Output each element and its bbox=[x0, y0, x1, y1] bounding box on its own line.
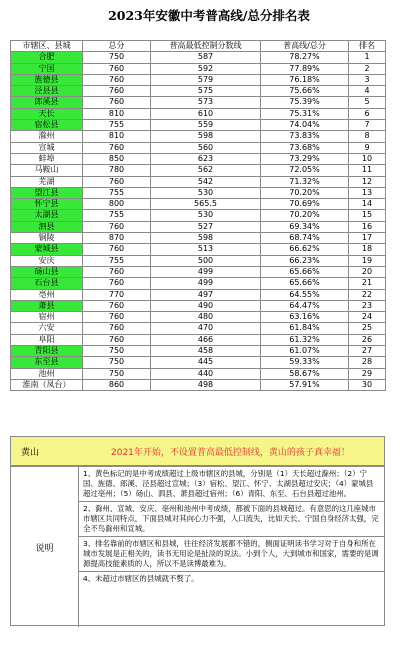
cell-total: 760 bbox=[83, 86, 151, 97]
cell-rank: 27 bbox=[349, 346, 386, 357]
table-row bbox=[11, 176, 386, 187]
table-row bbox=[11, 97, 386, 108]
cell-rank: 15 bbox=[349, 210, 386, 221]
cell-total: 770 bbox=[83, 289, 151, 300]
table-row bbox=[11, 131, 386, 142]
ranking-table bbox=[10, 40, 386, 391]
table-row bbox=[11, 278, 386, 289]
cell-ratio: 64.55% bbox=[261, 289, 349, 300]
cell-rank: 14 bbox=[349, 199, 386, 210]
cell-min-line: 560 bbox=[151, 142, 261, 153]
cell-min-line: 440 bbox=[151, 368, 261, 379]
cell-ratio: 71.32% bbox=[261, 176, 349, 187]
cell-ratio: 66.23% bbox=[261, 255, 349, 266]
table-row bbox=[11, 334, 386, 345]
cell-district: 砀山县 bbox=[11, 266, 83, 277]
cell-ratio: 70.20% bbox=[261, 210, 349, 221]
cell-district: 蚌埠 bbox=[11, 153, 83, 164]
cell-district: 望江县 bbox=[11, 187, 83, 198]
cell-district: 泗县 bbox=[11, 221, 83, 232]
cell-min-line: 562 bbox=[151, 165, 261, 176]
cell-ratio: 72.05% bbox=[261, 165, 349, 176]
cell-min-line: 480 bbox=[151, 312, 261, 323]
cell-min-line: 573 bbox=[151, 97, 261, 108]
cell-ratio: 70.69% bbox=[261, 199, 349, 210]
cell-total: 760 bbox=[83, 142, 151, 153]
cell-min-line: 530 bbox=[151, 210, 261, 221]
huangshan-text: 2021年开始，不设置普高最低控制线，黄山的孩子真幸福！ bbox=[111, 448, 350, 458]
table-row bbox=[11, 187, 386, 198]
cell-ratio: 59.33% bbox=[261, 357, 349, 368]
header-rank: 排名 bbox=[349, 41, 386, 52]
notes-section bbox=[10, 466, 385, 626]
cell-rank: 7 bbox=[349, 120, 386, 131]
cell-rank: 19 bbox=[349, 255, 386, 266]
cell-total: 810 bbox=[83, 108, 151, 119]
table-row bbox=[11, 323, 386, 334]
cell-total: 750 bbox=[83, 357, 151, 368]
cell-rank: 11 bbox=[349, 165, 386, 176]
cell-district: 安庆 bbox=[11, 255, 83, 266]
cell-min-line: 530 bbox=[151, 187, 261, 198]
cell-min-line: 500 bbox=[151, 255, 261, 266]
table-row bbox=[11, 108, 386, 119]
cell-total: 760 bbox=[83, 266, 151, 277]
table-row bbox=[11, 379, 386, 390]
cell-rank: 20 bbox=[349, 266, 386, 277]
cell-rank: 23 bbox=[349, 300, 386, 311]
cell-district: 青阳县 bbox=[11, 346, 83, 357]
cell-district: 滁州 bbox=[11, 131, 83, 142]
cell-min-line: 575 bbox=[151, 86, 261, 97]
cell-ratio: 69.34% bbox=[261, 221, 349, 232]
cell-ratio: 58.67% bbox=[261, 368, 349, 379]
cell-ratio: 76.18% bbox=[261, 74, 349, 85]
cell-rank: 18 bbox=[349, 244, 386, 255]
cell-district: 亳州 bbox=[11, 289, 83, 300]
table-row bbox=[11, 368, 386, 379]
cell-total: 755 bbox=[83, 255, 151, 266]
table-row bbox=[11, 300, 386, 311]
cell-total: 760 bbox=[83, 244, 151, 255]
cell-total: 780 bbox=[83, 165, 151, 176]
cell-total: 860 bbox=[83, 379, 151, 390]
cell-total: 760 bbox=[83, 312, 151, 323]
table-row bbox=[11, 233, 386, 244]
cell-district: 宣城 bbox=[11, 142, 83, 153]
cell-total: 800 bbox=[83, 199, 151, 210]
cell-min-line: 559 bbox=[151, 120, 261, 131]
cell-ratio: 74.04% bbox=[261, 120, 349, 131]
cell-district: 旌德县 bbox=[11, 74, 83, 85]
cell-min-line: 458 bbox=[151, 346, 261, 357]
cell-min-line: 466 bbox=[151, 334, 261, 345]
cell-ratio: 65.66% bbox=[261, 278, 349, 289]
cell-district: 淮南（凤台） bbox=[11, 379, 83, 390]
cell-rank: 24 bbox=[349, 312, 386, 323]
huangshan-row bbox=[10, 436, 385, 466]
cell-district: 郎溪县 bbox=[11, 97, 83, 108]
cell-rank: 3 bbox=[349, 74, 386, 85]
table-row bbox=[11, 255, 386, 266]
cell-ratio: 73.29% bbox=[261, 153, 349, 164]
cell-rank: 21 bbox=[349, 278, 386, 289]
cell-total: 760 bbox=[83, 300, 151, 311]
cell-ratio: 57.91% bbox=[261, 379, 349, 390]
cell-min-line: 579 bbox=[151, 74, 261, 85]
table-row bbox=[11, 74, 386, 85]
cell-total: 750 bbox=[83, 52, 151, 63]
cell-district: 铜陵 bbox=[11, 233, 83, 244]
cell-district: 石台县 bbox=[11, 278, 83, 289]
table-row bbox=[11, 165, 386, 176]
cell-ratio: 66.62% bbox=[261, 244, 349, 255]
cell-total: 755 bbox=[83, 120, 151, 131]
cell-min-line: 490 bbox=[151, 300, 261, 311]
cell-district: 怀宁县 bbox=[11, 199, 83, 210]
cell-min-line: 542 bbox=[151, 176, 261, 187]
cell-min-line: 598 bbox=[151, 131, 261, 142]
note-item: 3、排名靠前的市辖区和县城，往往经济发展都不错的，侧面证明读书学习对于自身和所在城市发展是正相关的，读书无用论是扯淡的说法。小到个人，大到城市和国家，需要的是调源提高技能素质的人，所以不是读博最难为。 bbox=[79, 537, 384, 572]
table-row bbox=[11, 266, 386, 277]
cell-rank: 1 bbox=[349, 52, 386, 63]
cell-district: 宿州 bbox=[11, 312, 83, 323]
cell-district: 宿松县 bbox=[11, 120, 83, 131]
cell-min-line: 598 bbox=[151, 233, 261, 244]
cell-district: 宁国 bbox=[11, 63, 83, 74]
cell-district: 阜阳 bbox=[11, 334, 83, 345]
cell-rank: 6 bbox=[349, 108, 386, 119]
table-row bbox=[11, 289, 386, 300]
cell-total: 760 bbox=[83, 176, 151, 187]
table-row bbox=[11, 221, 386, 232]
cell-rank: 8 bbox=[349, 131, 386, 142]
cell-total: 760 bbox=[83, 334, 151, 345]
cell-min-line: 499 bbox=[151, 278, 261, 289]
notes-label: 说明 bbox=[11, 467, 79, 627]
cell-rank: 17 bbox=[349, 233, 386, 244]
cell-min-line: 513 bbox=[151, 244, 261, 255]
table-row bbox=[11, 142, 386, 153]
table-row bbox=[11, 63, 386, 74]
cell-ratio: 78.27% bbox=[261, 52, 349, 63]
cell-district: 池州 bbox=[11, 368, 83, 379]
table-row bbox=[11, 244, 386, 255]
table-row bbox=[11, 357, 386, 368]
notes-items bbox=[79, 467, 384, 586]
cell-total: 850 bbox=[83, 153, 151, 164]
cell-ratio: 65.66% bbox=[261, 266, 349, 277]
cell-district: 太湖县 bbox=[11, 210, 83, 221]
cell-min-line: 499 bbox=[151, 266, 261, 277]
cell-min-line: 565.5 bbox=[151, 199, 261, 210]
cell-total: 750 bbox=[83, 368, 151, 379]
cell-ratio: 61.84% bbox=[261, 323, 349, 334]
table-row bbox=[11, 153, 386, 164]
cell-district: 泾县县 bbox=[11, 86, 83, 97]
cell-district: 蒙城县 bbox=[11, 244, 83, 255]
note-item: 4、未超过市辖区的县城就不赘了。 bbox=[83, 574, 199, 583]
cell-total: 755 bbox=[83, 210, 151, 221]
cell-rank: 25 bbox=[349, 323, 386, 334]
cell-min-line: 445 bbox=[151, 357, 261, 368]
cell-ratio: 75.39% bbox=[261, 97, 349, 108]
cell-total: 870 bbox=[83, 233, 151, 244]
header-min-line: 普高最低控制分数线 bbox=[151, 41, 261, 52]
cell-district: 天长 bbox=[11, 108, 83, 119]
cell-total: 760 bbox=[83, 63, 151, 74]
cell-ratio: 70.20% bbox=[261, 187, 349, 198]
table-row bbox=[11, 52, 386, 63]
cell-rank: 4 bbox=[349, 86, 386, 97]
cell-min-line: 470 bbox=[151, 323, 261, 334]
table-row bbox=[11, 199, 386, 210]
cell-min-line: 610 bbox=[151, 108, 261, 119]
cell-min-line: 527 bbox=[151, 221, 261, 232]
header-ratio: 普高线/总分 bbox=[261, 41, 349, 52]
cell-total: 760 bbox=[83, 221, 151, 232]
cell-ratio: 61.32% bbox=[261, 334, 349, 345]
cell-total: 760 bbox=[83, 278, 151, 289]
table-row bbox=[11, 210, 386, 221]
cell-district: 合肥 bbox=[11, 52, 83, 63]
huangshan-label: 黄山 bbox=[21, 448, 40, 458]
cell-district: 芜湖 bbox=[11, 176, 83, 187]
cell-rank: 10 bbox=[349, 153, 386, 164]
cell-ratio: 64.47% bbox=[261, 300, 349, 311]
cell-ratio: 61.07% bbox=[261, 346, 349, 357]
header-district: 市辖区、县城 bbox=[11, 41, 83, 52]
cell-total: 760 bbox=[83, 97, 151, 108]
cell-rank: 29 bbox=[349, 368, 386, 379]
table-row bbox=[11, 120, 386, 131]
cell-ratio: 73.83% bbox=[261, 131, 349, 142]
cell-district: 六安 bbox=[11, 323, 83, 334]
cell-min-line: 592 bbox=[151, 63, 261, 74]
cell-total: 810 bbox=[83, 131, 151, 142]
table-header-row bbox=[11, 41, 386, 52]
cell-rank: 28 bbox=[349, 357, 386, 368]
cell-rank: 9 bbox=[349, 142, 386, 153]
page-title: 2023年安徽中考普高线/总分排名表 bbox=[108, 8, 310, 23]
header-total: 总分 bbox=[83, 41, 151, 52]
table-row bbox=[11, 346, 386, 357]
cell-min-line: 587 bbox=[151, 52, 261, 63]
table-row bbox=[11, 312, 386, 323]
cell-rank: 16 bbox=[349, 221, 386, 232]
cell-ratio: 68.74% bbox=[261, 233, 349, 244]
cell-district: 东至县 bbox=[11, 357, 83, 368]
cell-rank: 26 bbox=[349, 334, 386, 345]
cell-min-line: 497 bbox=[151, 289, 261, 300]
note-item: 2、滁州、宣城、安庆、亳州和池州中考成绩，都被下面的县城超过。有意思的这几座城市市辖区共同特点，下面县城对其向心力不强，人口流失，比如天长、宁国自身经济太强，完全不鸟滁州和宣城。 bbox=[79, 502, 384, 537]
cell-ratio: 63.16% bbox=[261, 312, 349, 323]
note-item: 1、黄色标记的是中考成绩超过上级市辖区的县城，分别是（1）天长超过滁州；（2）宁国、旌德、郎溪、泾县超过宣城；（3）宿松、望江、怀宁、太湖县超过安庆；（4）蒙城县超过亳州；（5）砀山、泗县、萧县超过宿州；（6）青阳、东至、石台县超过池州。 bbox=[79, 467, 384, 502]
cell-rank: 2 bbox=[349, 63, 386, 74]
cell-rank: 22 bbox=[349, 289, 386, 300]
cell-total: 750 bbox=[83, 346, 151, 357]
cell-total: 760 bbox=[83, 323, 151, 334]
cell-ratio: 77.89% bbox=[261, 63, 349, 74]
cell-rank: 12 bbox=[349, 176, 386, 187]
cell-ratio: 75.66% bbox=[261, 86, 349, 97]
cell-min-line: 498 bbox=[151, 379, 261, 390]
cell-rank: 5 bbox=[349, 97, 386, 108]
cell-rank: 13 bbox=[349, 187, 386, 198]
cell-district: 马鞍山 bbox=[11, 165, 83, 176]
cell-total: 760 bbox=[83, 74, 151, 85]
cell-ratio: 73.68% bbox=[261, 142, 349, 153]
cell-rank: 30 bbox=[349, 379, 386, 390]
cell-min-line: 623 bbox=[151, 153, 261, 164]
cell-district: 萧县 bbox=[11, 300, 83, 311]
cell-ratio: 75.31% bbox=[261, 108, 349, 119]
table-row bbox=[11, 86, 386, 97]
cell-total: 755 bbox=[83, 187, 151, 198]
